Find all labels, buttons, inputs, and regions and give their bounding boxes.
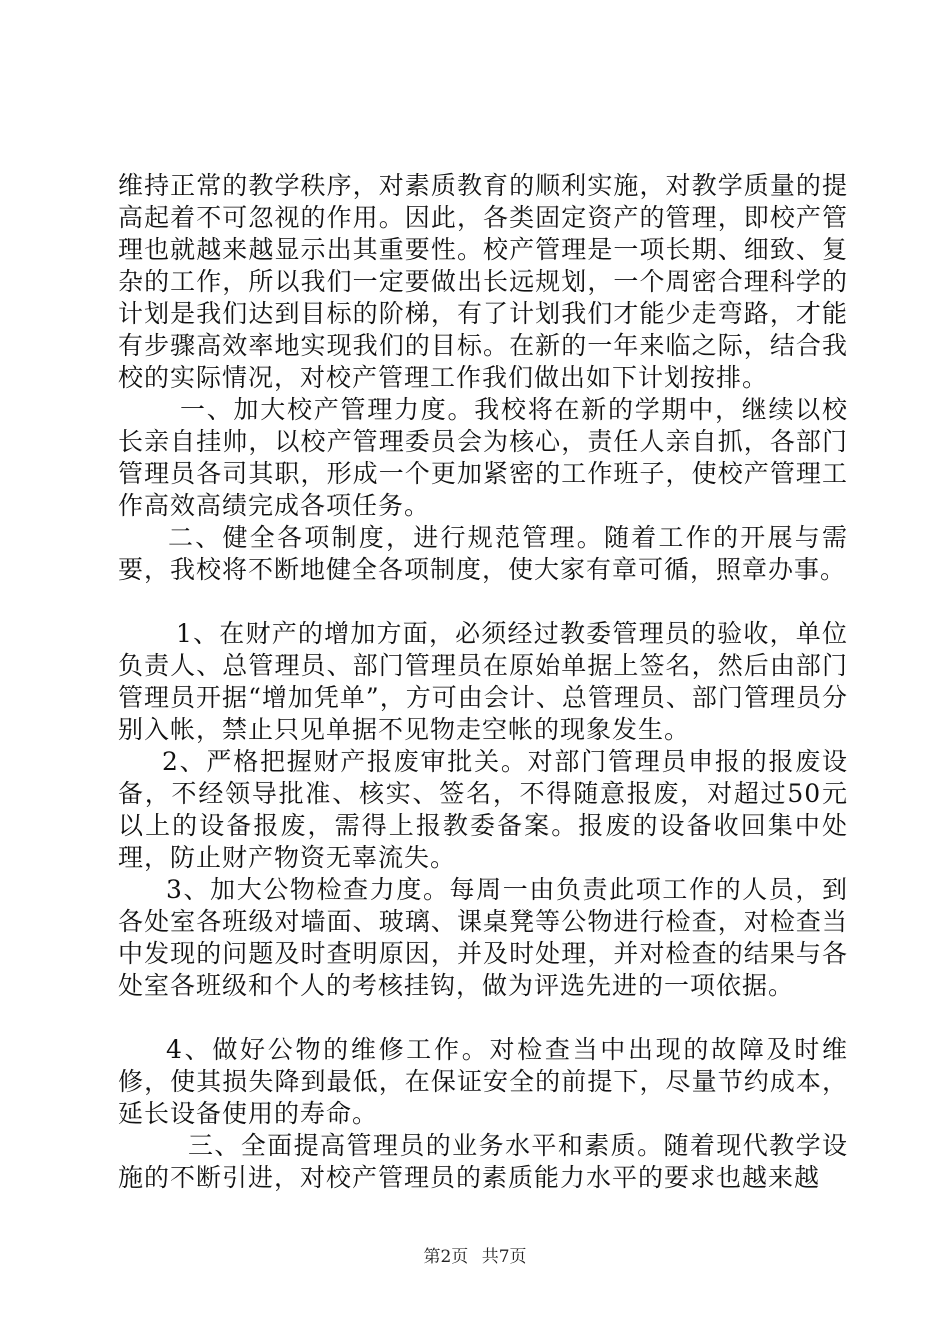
paragraph-item-2: 2、严格把握财产报废审批关。对部门管理员申报的报废设备，不经领导批准、核实、签名，不得随意报废，对超过50元以上的设备报废，需得上报教委备案。报废的设备收回集中处理，防止财产物资无辜流失。 (118, 747, 848, 872)
paragraph-gap (118, 586, 848, 618)
paragraph-section-three: 三、全面提高管理员的业务水平和素质。随着现代教学设施的不断引进，对校产管理员的素质能力水平的要求也越来越 (118, 1131, 848, 1192)
paragraph-item-3: 3、加大公物检查力度。每周一由负责此项工作的人员，到各处室各班级对墙面、玻璃、课桌凳等公物进行检查，对检查当中发现的问题及时查明原因，并及时处理，并对检查的结果与各处室各班级和个人的考核挂钩，做为评选先进的一项依据。 (118, 875, 848, 1000)
document-body (118, 170, 848, 1194)
page-number: 第2页 (423, 1247, 469, 1267)
paragraph-item-4: 4、做好公物的维修工作。对检查当中出现的故障及时维修，使其损失降到最低，在保证安全的前提下，尽量节约成本，延长设备使用的寿命。 (118, 1035, 848, 1128)
paragraph-intro: 维持正常的教学秩序，对素质教育的顺利实施，对教学质量的提高起着不可忽视的作用。因此，各类固定资产的管理，即校产管理也就越来越显示出其重要性。校产管理是一项长期、细致、复杂的工作，所以我们一定要做出长远规划，一个周密合理科学的计划是我们达到目标的阶梯，有了计划我们才能少走弯路，才能有步骤高效率地实现我们的目标。在新的一年来临之际，结合我校的实际情况，对校产管理工作我们做出如下计划按排。 (118, 171, 848, 392)
page-total: 共7页 (481, 1247, 527, 1267)
paragraph-item-1: 1、在财产的增加方面，必须经过教委管理员的验收，单位负责人、总管理员、部门管理员在原始单据上签名，然后由部门管理员开据“增加凭单”，方可由会计、总管理员、部门管理员分别入帐，禁止只见单据不见物走空帐的现象发生。 (118, 619, 848, 744)
page-footer (0, 1246, 950, 1268)
paragraph-section-two: 二、健全各项制度，进行规范管理。随着工作的开展与需要，我校将不断地健全各项制度，使大家有章可循，照章办事。 (118, 523, 848, 584)
paragraph-gap (118, 1002, 848, 1034)
paragraph-section-one: 一、加大校产管理力度。我校将在新的学期中，继续以校长亲自挂帅，以校产管理委员会为核心，责任人亲自抓，各部门管理员各司其职，形成一个更加紧密的工作班子，使校产管理工作高效高绩完成各项任务。 (118, 395, 848, 520)
